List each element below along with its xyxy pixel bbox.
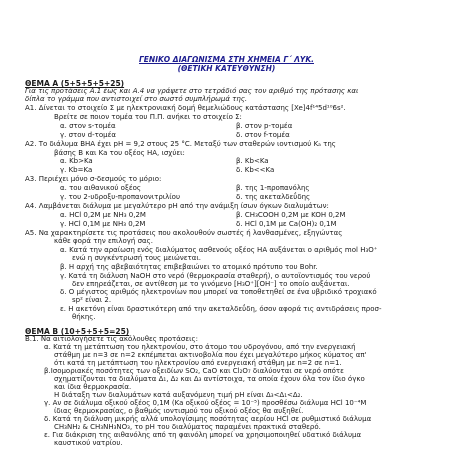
statement-b1-alpha-2: στάθμη με n=3 σε n=2 εκπέμπεται ακτινοβολία που έχει μεγαλύτερο μήκος κύματος απ' — [54, 350, 367, 359]
question-a5: Α5. Να χαρακτηρίσετε τις προτάσεις που ακολουθούν σωστές ή λανθασμένες, εξηγώντας — [25, 228, 343, 237]
option-a4-delta: δ. HCl 0,1M με Ca(OH)₂ 0,1M — [236, 219, 337, 228]
statement-a5-beta: β. Η αρχή της αβεβαιότητας επιβεβαιώνει το ατομικό πρότυπο του Bohr. — [60, 262, 318, 271]
statement-a5-epsilon-1: ε. Η ακετόνη είναι δραστικότερη από την ακεταλδεΰδη, όσον αφορά τις αντιδράσεις προσ- — [60, 305, 382, 314]
statement-a5-alpha-1: α. Κατά την αραίωση ενός διαλύματος ασθενούς οξέος ΗΑ αυξάνεται ο αριθμός mol H₃O⁺ — [60, 245, 378, 254]
statement-a5-alpha-2: ενώ η συγκέντρωσή τους μειώνεται. — [72, 253, 201, 262]
question-a4: Α4. Λαμβάνεται διάλυμα με μεγαλύτερο pH από την ανάμιξη ίσων όγκων διαλυμάτων: — [25, 202, 329, 210]
option-a1-delta: δ. στον f-τομέα — [236, 130, 290, 139]
option-a2-gamma: γ. Kb=Ka — [60, 166, 93, 175]
option-a2-beta: β. Kb<Ka — [236, 157, 269, 166]
option-a4-beta: β. CH₃COOH 0,2M με KOH 0,2M — [236, 210, 346, 219]
statement-b1-beta-3: και ίδια θερμοκρασία. — [54, 382, 132, 391]
theme-a-intro-2: δίπλα το γράμμα που αντιστοιχεί στο σωστό συμπλήρωμά της. — [25, 95, 248, 104]
statement-a5-delta-1: δ. Ο μέγιστος αριθμός ηλεκτρονίων που μπορεί να τοποθετηθεί σε ένα υβριδικό τροχιακό — [60, 288, 377, 297]
option-a3-beta: β. της 1-προπανόλης — [236, 184, 310, 193]
statement-b1-gamma-1: γ. Αν σε διάλυμα οξικού οξέος 0,1M (Ka οξικού οξέος = 10⁻⁵) προσθέσω διάλυμα HCl 10⁻⁴M — [44, 398, 367, 407]
statement-b1-beta-4: Η διάταξη των διαλυμάτων κατά αυξανόμενη τιμή pH είναι Δ₃<Δ₁<Δ₂. — [54, 390, 303, 399]
theme-b-heading: ΘΕΜΑ Β (10+5+5+5=25) — [25, 326, 130, 336]
question-a1: Α1. Δίνεται το στοιχείο Σ με ηλεκτρονιακή δομή θεμελιώδους κατάστασης [Xe]4f¹⁴5d¹⁰6s². — [25, 104, 346, 112]
statement-b1-delta-2: CH₃NH₂ & CH₃NH₃NO₃, το pH του διαλύματος παραμένει πρακτικά σταθερό. — [54, 422, 321, 431]
option-a4-gamma: γ. HCl 0,1M με NH₃ 0,2M — [60, 219, 146, 228]
option-a1-beta: β. στον p-τομέα — [236, 121, 293, 130]
option-a2-alpha: α. Kb>Ka — [60, 157, 93, 166]
statement-b1-alpha-3: ότι κατά τη μετάπτωση του ηλεκτρονίου από ενεργειακή στάθμη με n=2 σε n=1. — [54, 358, 342, 367]
statement-b1-epsilon-1: ε. Για διάκριση της αιθανόλης από τη φαινόλη μπορεί να χρησιμοποιηθεί υδατικό διάλυμα — [44, 430, 362, 439]
page-title: ΓΕΝΙΚΟ ΔΙΑΓΩΝΙΣΜΑ ΣΤΗ ΧΗΜΕΙΑ Γ΄ ΛΥΚ. — [139, 55, 314, 64]
option-a3-alpha: α. του αιθανικού οξέος — [60, 184, 142, 193]
option-a3-gamma: γ. του 2-υδροξυ-προπανονιτριλίου — [60, 193, 180, 202]
question-a5-sub: κάθε φορά την επιλογή σας. — [54, 236, 153, 245]
question-b1: Β.1. Να αιτιολογήσετε τις ακόλουθες προτάσεις: — [25, 334, 198, 343]
statement-b1-epsilon-2: καυστικού νατρίου. — [54, 439, 123, 447]
option-a3-delta: δ. της ακεταλδεΰδης — [236, 193, 311, 202]
statement-b1-delta-1: δ. Κατά τη διάλυση μικρής αλλά υπολογίσιμης ποσότητας αερίου HCl σε ρυθμιστικό διάλυμα — [44, 414, 372, 423]
option-a4-alpha: α. HCl 0,2M με NH₃ 0,2M — [60, 210, 146, 219]
question-a1-sub: Βρείτε σε ποιον τομέα του Π.Π. ανήκει το στοιχείο Σ: — [54, 112, 242, 121]
statement-b1-beta-2: σχηματίζονται τα διαλύματα Δ₁, Δ₂ και Δ₃ αντίστοιχα, τα οποία έχουν όλα τον ίδιο όγκο — [54, 374, 365, 383]
question-a2: Α2. Το διάλυμα ΒΗΑ έχει pH = 9,2 στους 25 °C. Μεταξύ των σταθερών ιοντισμού Kₐ της — [25, 139, 336, 148]
theme-a-intro-1: Για τις προτάσεις Α.1 έως και Α.4 να γράψετε στο τετράδιό σας τον αριθμό της πρότασης και — [25, 87, 359, 96]
theme-a-heading: ΘΕΜΑ Α (5+5+5+5+25) — [25, 79, 125, 89]
statement-a5-delta-2: sp² είναι 2. — [72, 296, 112, 305]
statement-b1-gamma-2: ίδιας θερμοκρασίας, ο βαθμός ιοντισμού του οξικού οξέος θα αυξηθεί. — [54, 406, 304, 415]
option-a2-delta: δ. Kb<<Ka — [236, 166, 275, 175]
page-subtitle: (ΘΕΤΙΚΗ ΚΑΤΕΥΘΥΝΣΗ) — [177, 64, 276, 73]
statement-b1-alpha-1: α. Κατά τη μετάπτωση του ηλεκτρονίου, στο άτομο του υδρογόνου, από την ενεργειακή — [44, 342, 356, 351]
option-a1-gamma: γ. στον d-τομέα — [60, 130, 116, 139]
statement-b1-beta-1: β.Ισομοριακές ποσότητες των οξειδίων SO₂, CaO και Cl₂O₇ διαλύονται σε νερό οπότε — [44, 366, 344, 375]
question-a2-sub: βάσης Β και Ka του οξέος ΗΑ, ισχύει: — [54, 148, 185, 157]
question-a3: Α3. Περιέχει μόνο σ-δεσμούς το μόριο: — [25, 175, 162, 184]
statement-a5-gamma-1: γ. Κατά τη διάλυση NaOH στο νερό (θερμοκρασία σταθερή), ο αυτοϊοντισμός του νερού — [60, 271, 371, 280]
statement-a5-gamma-2: δεν επηρεάζεται, σε αντίθεση με το γινόμενο [H₃O⁺][OH⁻] το οποίο αυξάνεται. — [72, 279, 350, 288]
option-a1-alpha: α. στον s-τομέα — [60, 121, 116, 130]
statement-a5-epsilon-2: θήκης. — [72, 313, 96, 322]
